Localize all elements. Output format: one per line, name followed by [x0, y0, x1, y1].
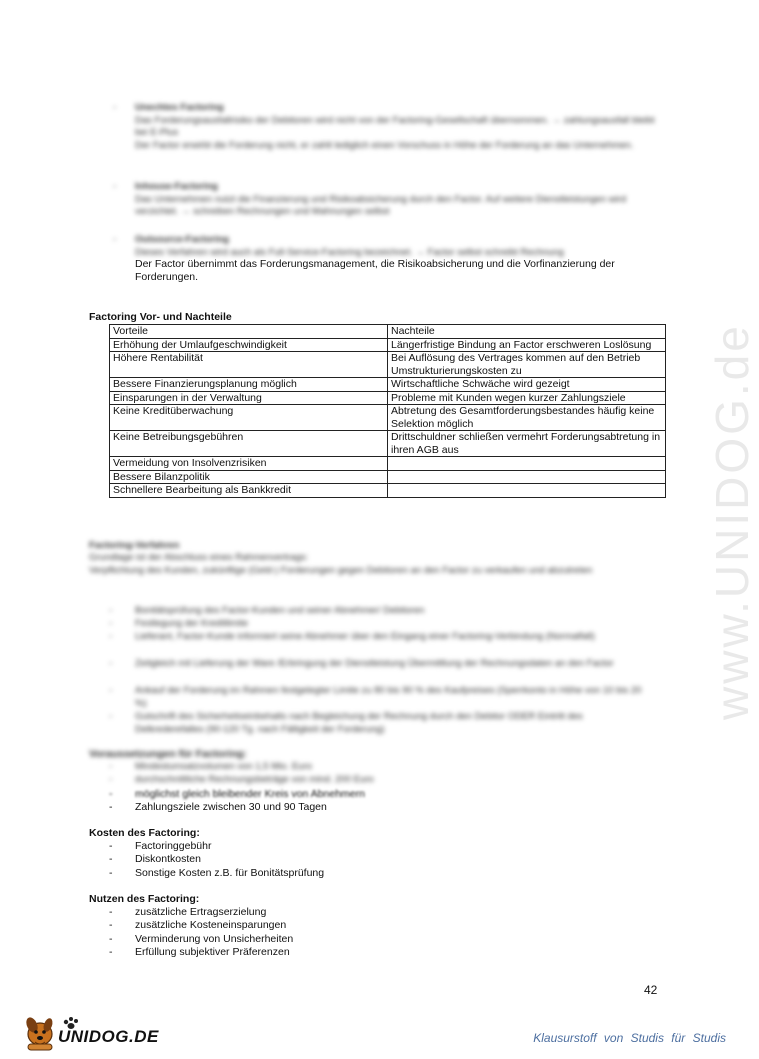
bullet-line: Das Forderungsausfallrisiko der Debitoren wird nicht von der Factoring-Gesellschaft übernommen. → zahlungsausfall bleibt bei E-Plus — [135, 114, 655, 138]
cell-vorteil: Keine Kreditüberwachung — [110, 405, 388, 431]
verfahren-paragraph: Grundlage ist der Abschluss eines Rahmenvertrags: — [89, 552, 309, 563]
verfahren-title: Factoring-Verfahren — [89, 540, 180, 551]
cell-nachteil: Bei Auflösung des Vertrages kommen auf den Betrieb Umstrukturierungskosten zu — [388, 352, 666, 378]
cell-vorteil: Bessere Finanzierungsplanung möglich — [110, 378, 388, 392]
kosten-title: Kosten des Factoring: — [89, 827, 200, 839]
cell-nachteil — [388, 484, 666, 498]
header-vorteile: Vorteile — [110, 325, 388, 339]
table-title: Factoring Vor- und Nachteile — [89, 311, 232, 323]
cell-nachteil — [388, 457, 666, 471]
table-header-row — [110, 325, 666, 339]
header-nachteile: Nachteile — [388, 325, 666, 339]
table-row — [110, 352, 666, 378]
bullet-line: Dieses Verfahren wird auch als Full-Service-Factoring bezeichnet. → Factor selbst schreibt Rechnung — [135, 246, 564, 258]
bullet-line: Der Factor erwirbt die Forderung nicht, er zahlt lediglich einen Vorschuss in Höhe der Forderung an das Unternehmen. — [135, 139, 634, 151]
cell-vorteil: Höhere Rentabilität — [110, 352, 388, 378]
table-row — [110, 338, 666, 352]
list-item: - Gutschrift des Sicherheitseinbehalts nach Begleichung der Rechnung durch den Debitor ODER Eintritt des Delkrederefalles (90-120 Tg. nach Fälligkeit der Forderung) — [109, 711, 583, 735]
cell-vorteil: Bessere Bilanzpolitik — [110, 470, 388, 484]
cell-nachteil: Drittschuldner schließen vermehrt Forderungsabtretung in ihren AGB aus — [388, 431, 666, 457]
list-item: - Zeitgleich mit Lieferung der Ware /Erbringung der Dienstleistung Übermittlung der Rechnungsdaten an den Factor — [109, 658, 614, 669]
factor-description: Der Factor übernimmt das Forderungsmanagement, die Risikoabsicherung und die Vorfinanzierung der Forderungen. — [135, 258, 615, 283]
verfahren-paragraph: Verpflichtung des Kunden, zukünftige (Geld-) Forderungen gegen Debitoren an den Factor zu verkaufen und abzutreten — [89, 565, 593, 576]
cell-vorteil: Einsparungen in der Verwaltung — [110, 391, 388, 405]
cell-vorteil: Erhöhung der Umlaufgeschwindigkeit — [110, 338, 388, 352]
blurred-bullet-2 — [113, 181, 655, 219]
table-row — [110, 431, 666, 457]
blurred-bullet-3 — [113, 234, 655, 259]
logo-text: UNIDOG.DE — [58, 1027, 159, 1046]
bullet-dot: - — [113, 181, 117, 192]
nutzen-title: Nutzen des Factoring: — [89, 893, 200, 905]
table-row — [110, 378, 666, 392]
table-row — [110, 391, 666, 405]
list-item: - durchschnittliche Rechnungsbeträge von mind. 200 Euro — [109, 774, 374, 785]
bullet-heading: Outsource-Factoring — [135, 234, 229, 245]
table-row — [110, 457, 666, 471]
cell-vorteil: Vermeidung von Insolvenzrisiken — [110, 457, 388, 471]
list-item: - Ankauf der Forderung im Rahmen festgelegter Limite zu 80 bis 90 % des Kaufpreises (Sperrkonto in Höhe von 10 bis 20 %) — [109, 685, 642, 709]
watermark: www.UNIDOG.de — [706, 323, 758, 720]
pros-cons-table — [109, 324, 666, 498]
bullet-line: Das Unternehmen nutzt die Finanzierung und Risikoabsicherung durch den Factor. Auf weitere Dienstleistungen wird verzichtet. → schreiben Rechnungen und Mahnungen selbst — [135, 193, 627, 217]
cell-vorteil: Keine Betreibungsgebühren — [110, 431, 388, 457]
footer-slogan: Klausurstoff von Studis für Studis — [533, 1031, 726, 1045]
table-row — [110, 484, 666, 498]
page-number: 42 — [644, 983, 658, 997]
list-item: - Bonitätsprüfung des Factor-Kunden und seiner Abnehmer/ Debitoren — [109, 605, 425, 616]
cell-vorteil: Schnellere Bearbeitung als Bankkredit — [110, 484, 388, 498]
cell-nachteil: Probleme mit Kunden wegen kurzer Zahlungsziele — [388, 391, 666, 405]
voraussetzungen-title: Voraussetzungen für Factoring: — [89, 748, 247, 760]
bullet-dot: - — [113, 234, 117, 245]
table-row — [110, 405, 666, 431]
cell-nachteil — [388, 470, 666, 484]
table-row — [110, 470, 666, 484]
bullet-heading: Unechtes Factoring — [135, 102, 224, 113]
bullet-heading: Inhouse-Factoring — [135, 181, 218, 192]
list-item: - Mindestumsatzvolumen von 1,5 Mio. Euro — [109, 761, 312, 772]
cell-nachteil: Abtretung des Gesamtforderungsbestandes häufig keine Selektion möglich — [388, 405, 666, 431]
blurred-bullet-1 — [113, 102, 655, 152]
cell-nachteil: Wirtschaftliche Schwäche wird gezeigt — [388, 378, 666, 392]
list-item: - Lieferant, Factor-Kunde informiert seine Abnehmer über den Eingang einer Factoring-Verbindung (Normalfall) — [109, 631, 595, 642]
bullet-dot: - — [113, 102, 117, 113]
cell-nachteil: Längerfristige Bindung an Factor erschweren Loslösung — [388, 338, 666, 352]
list-item: - Festlegung der Kreditlimite — [109, 618, 248, 629]
